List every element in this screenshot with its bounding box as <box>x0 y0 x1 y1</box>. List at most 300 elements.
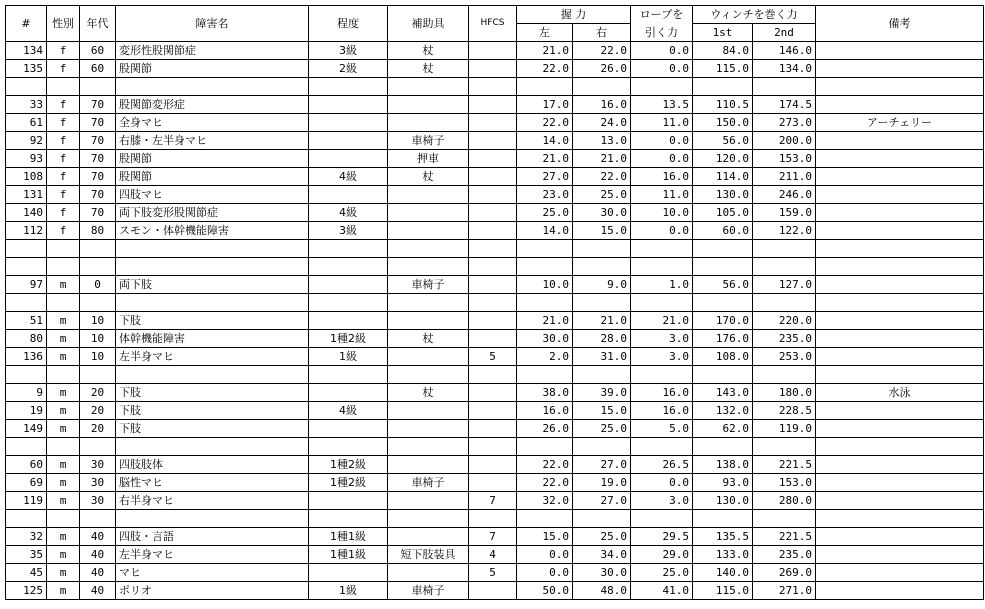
blank-row <box>6 294 984 312</box>
cell-grip-right <box>573 366 631 384</box>
cell-age: 40 <box>80 582 116 600</box>
cell-winch-2nd: 211.0 <box>753 168 816 186</box>
blank-row <box>6 258 984 276</box>
cell-num: 97 <box>6 276 47 294</box>
cell-hfcs: 7 <box>469 528 517 546</box>
cell-aid: 車椅子 <box>388 132 469 150</box>
cell-winch-1st: 105.0 <box>693 204 753 222</box>
cell-rope <box>631 240 693 258</box>
cell-grip-right: 22.0 <box>573 168 631 186</box>
table-row <box>6 348 984 366</box>
cell-num: 51 <box>6 312 47 330</box>
cell-grip-right: 25.0 <box>573 528 631 546</box>
cell-grip-left: 21.0 <box>517 312 573 330</box>
cell-remarks <box>816 258 984 276</box>
cell-remarks <box>816 222 984 240</box>
cell-grip-right <box>573 294 631 312</box>
cell-winch-1st: 114.0 <box>693 168 753 186</box>
cell-grip-left <box>517 258 573 276</box>
cell-aid <box>388 114 469 132</box>
cell-disability: 体幹機能障害 <box>116 330 309 348</box>
cell-winch-1st: 176.0 <box>693 330 753 348</box>
cell-grip-right <box>573 258 631 276</box>
table-row <box>6 132 984 150</box>
cell-winch-2nd <box>753 366 816 384</box>
cell-rope: 3.0 <box>631 348 693 366</box>
cell-hfcs <box>469 222 517 240</box>
cell-rope: 0.0 <box>631 42 693 60</box>
cell-hfcs <box>469 276 517 294</box>
cell-hfcs <box>469 150 517 168</box>
blank-row <box>6 510 984 528</box>
cell-rope <box>631 438 693 456</box>
table-row <box>6 474 984 492</box>
cell-aid: 車椅子 <box>388 582 469 600</box>
cell-grip-left <box>517 438 573 456</box>
cell-degree <box>309 438 388 456</box>
cell-rope: 0.0 <box>631 60 693 78</box>
cell-hfcs <box>469 114 517 132</box>
cell-aid <box>388 204 469 222</box>
cell-grip-right <box>573 78 631 96</box>
cell-winch-2nd: 271.0 <box>753 582 816 600</box>
cell-winch-1st: 108.0 <box>693 348 753 366</box>
cell-degree: 4級 <box>309 204 388 222</box>
cell-winch-2nd: 220.0 <box>753 312 816 330</box>
cell-winch-1st: 62.0 <box>693 420 753 438</box>
cell-degree <box>309 258 388 276</box>
cell-num <box>6 78 47 96</box>
table-row <box>6 186 984 204</box>
cell-winch-1st: 135.5 <box>693 528 753 546</box>
cell-disability: 全身マヒ <box>116 114 309 132</box>
cell-hfcs <box>469 384 517 402</box>
header-winch: ウィンチを巻く力 <box>693 6 816 24</box>
cell-remarks <box>816 420 984 438</box>
cell-disability: 股関節 <box>116 168 309 186</box>
cell-grip-left: 2.0 <box>517 348 573 366</box>
cell-winch-2nd <box>753 294 816 312</box>
cell-degree: 2級 <box>309 60 388 78</box>
cell-num: 149 <box>6 420 47 438</box>
cell-remarks <box>816 42 984 60</box>
cell-grip-left: 22.0 <box>517 60 573 78</box>
cell-remarks <box>816 438 984 456</box>
table-row <box>6 384 984 402</box>
cell-grip-right: 15.0 <box>573 222 631 240</box>
cell-hfcs: 7 <box>469 492 517 510</box>
cell-hfcs <box>469 132 517 150</box>
cell-age: 20 <box>80 402 116 420</box>
cell-hfcs <box>469 366 517 384</box>
cell-remarks <box>816 312 984 330</box>
cell-age <box>80 258 116 276</box>
cell-remarks <box>816 366 984 384</box>
cell-disability: 右膝・左半身マヒ <box>116 132 309 150</box>
cell-age <box>80 366 116 384</box>
cell-degree <box>309 276 388 294</box>
cell-grip-left: 14.0 <box>517 132 573 150</box>
cell-sex: m <box>47 384 80 402</box>
cell-remarks <box>816 78 984 96</box>
cell-grip-right: 24.0 <box>573 114 631 132</box>
cell-grip-left <box>517 78 573 96</box>
cell-aid: 杖 <box>388 384 469 402</box>
cell-num: 32 <box>6 528 47 546</box>
cell-disability: 両下肢 <box>116 276 309 294</box>
cell-winch-1st: 84.0 <box>693 42 753 60</box>
cell-age <box>80 438 116 456</box>
cell-winch-2nd: 127.0 <box>753 276 816 294</box>
cell-rope: 26.5 <box>631 456 693 474</box>
cell-degree <box>309 114 388 132</box>
cell-winch-1st <box>693 240 753 258</box>
cell-winch-2nd: 159.0 <box>753 204 816 222</box>
table-row <box>6 60 984 78</box>
cell-degree: 1種2級 <box>309 330 388 348</box>
cell-hfcs: 5 <box>469 348 517 366</box>
header-disability: 障害名 <box>116 6 309 42</box>
cell-grip-right: 34.0 <box>573 546 631 564</box>
cell-hfcs <box>469 96 517 114</box>
header-hfcs: HFCS <box>469 6 517 42</box>
cell-age: 30 <box>80 474 116 492</box>
cell-disability: 四肢肢体 <box>116 456 309 474</box>
cell-aid: 杖 <box>388 168 469 186</box>
cell-remarks <box>816 240 984 258</box>
cell-grip-left <box>517 240 573 258</box>
cell-grip-left: 14.0 <box>517 222 573 240</box>
blank-row <box>6 240 984 258</box>
cell-num: 112 <box>6 222 47 240</box>
cell-hfcs: 5 <box>469 564 517 582</box>
cell-degree <box>309 510 388 528</box>
cell-rope: 0.0 <box>631 150 693 168</box>
table-row <box>6 492 984 510</box>
cell-rope: 41.0 <box>631 582 693 600</box>
cell-grip-right <box>573 240 631 258</box>
cell-remarks <box>816 564 984 582</box>
cell-hfcs <box>469 294 517 312</box>
cell-winch-1st: 132.0 <box>693 402 753 420</box>
cell-winch-2nd: 221.5 <box>753 528 816 546</box>
cell-num: 69 <box>6 474 47 492</box>
cell-disability <box>116 366 309 384</box>
cell-rope: 29.0 <box>631 546 693 564</box>
cell-remarks <box>816 456 984 474</box>
table-row <box>6 42 984 60</box>
cell-degree: 1種1級 <box>309 546 388 564</box>
cell-num: 134 <box>6 42 47 60</box>
cell-grip-right: 28.0 <box>573 330 631 348</box>
cell-num <box>6 258 47 276</box>
cell-hfcs <box>469 78 517 96</box>
cell-winch-2nd: 235.0 <box>753 330 816 348</box>
cell-num: 136 <box>6 348 47 366</box>
cell-num <box>6 510 47 528</box>
cell-remarks <box>816 402 984 420</box>
cell-degree <box>309 240 388 258</box>
cell-winch-1st: 60.0 <box>693 222 753 240</box>
cell-sex: f <box>47 96 80 114</box>
cell-sex <box>47 240 80 258</box>
cell-disability: 下肢 <box>116 402 309 420</box>
cell-disability <box>116 78 309 96</box>
cell-degree: 1種2級 <box>309 456 388 474</box>
cell-remarks <box>816 186 984 204</box>
cell-degree <box>309 150 388 168</box>
cell-sex: f <box>47 42 80 60</box>
cell-hfcs <box>469 42 517 60</box>
cell-winch-1st: 115.0 <box>693 60 753 78</box>
cell-grip-left: 16.0 <box>517 402 573 420</box>
cell-grip-left <box>517 366 573 384</box>
cell-num: 9 <box>6 384 47 402</box>
cell-winch-2nd: 146.0 <box>753 42 816 60</box>
cell-sex <box>47 510 80 528</box>
cell-hfcs <box>469 168 517 186</box>
cell-winch-1st: 133.0 <box>693 546 753 564</box>
cell-num: 131 <box>6 186 47 204</box>
cell-grip-right: 21.0 <box>573 150 631 168</box>
cell-age: 20 <box>80 384 116 402</box>
cell-remarks <box>816 510 984 528</box>
cell-age: 40 <box>80 528 116 546</box>
cell-sex: m <box>47 402 80 420</box>
cell-grip-left: 50.0 <box>517 582 573 600</box>
table-row <box>6 150 984 168</box>
cell-grip-right: 31.0 <box>573 348 631 366</box>
cell-rope: 1.0 <box>631 276 693 294</box>
table-row <box>6 114 984 132</box>
cell-aid: 杖 <box>388 60 469 78</box>
cell-winch-2nd: 153.0 <box>753 474 816 492</box>
cell-hfcs <box>469 258 517 276</box>
cell-winch-2nd: 228.5 <box>753 402 816 420</box>
cell-winch-1st: 56.0 <box>693 276 753 294</box>
cell-hfcs <box>469 330 517 348</box>
cell-grip-right <box>573 510 631 528</box>
cell-winch-2nd: 235.0 <box>753 546 816 564</box>
cell-winch-2nd <box>753 78 816 96</box>
cell-disability: 変形性股関節症 <box>116 42 309 60</box>
cell-remarks <box>816 96 984 114</box>
cell-sex: m <box>47 456 80 474</box>
header-rope-line2: 引く力 <box>631 24 693 42</box>
cell-rope: 29.5 <box>631 528 693 546</box>
cell-grip-left: 22.0 <box>517 114 573 132</box>
cell-degree: 1級 <box>309 348 388 366</box>
cell-disability <box>116 510 309 528</box>
cell-grip-left: 25.0 <box>517 204 573 222</box>
cell-degree <box>309 564 388 582</box>
cell-aid <box>388 186 469 204</box>
cell-remarks <box>816 492 984 510</box>
cell-winch-1st <box>693 438 753 456</box>
cell-winch-2nd: 273.0 <box>753 114 816 132</box>
cell-age: 70 <box>80 96 116 114</box>
cell-winch-1st <box>693 258 753 276</box>
cell-sex: m <box>47 564 80 582</box>
cell-winch-1st: 130.0 <box>693 492 753 510</box>
cell-grip-right: 48.0 <box>573 582 631 600</box>
cell-aid: 車椅子 <box>388 474 469 492</box>
cell-disability: ポリオ <box>116 582 309 600</box>
table-header <box>6 6 984 42</box>
blank-row <box>6 78 984 96</box>
cell-disability: 股関節 <box>116 60 309 78</box>
cell-sex: m <box>47 528 80 546</box>
cell-sex: m <box>47 276 80 294</box>
header-grip: 握 力 <box>517 6 631 24</box>
cell-remarks <box>816 132 984 150</box>
cell-sex: f <box>47 222 80 240</box>
cell-winch-2nd: 174.5 <box>753 96 816 114</box>
cell-hfcs <box>469 402 517 420</box>
cell-winch-2nd: 122.0 <box>753 222 816 240</box>
cell-grip-right: 21.0 <box>573 312 631 330</box>
cell-grip-left: 0.0 <box>517 546 573 564</box>
cell-num: 19 <box>6 402 47 420</box>
cell-sex: f <box>47 60 80 78</box>
cell-disability: 右半身マヒ <box>116 492 309 510</box>
cell-num: 125 <box>6 582 47 600</box>
cell-remarks <box>816 330 984 348</box>
cell-age: 70 <box>80 150 116 168</box>
cell-hfcs <box>469 186 517 204</box>
cell-age: 70 <box>80 114 116 132</box>
cell-degree <box>309 366 388 384</box>
cell-winch-1st: 150.0 <box>693 114 753 132</box>
cell-age: 0 <box>80 276 116 294</box>
cell-winch-1st: 56.0 <box>693 132 753 150</box>
cell-num: 92 <box>6 132 47 150</box>
cell-hfcs <box>469 312 517 330</box>
cell-grip-right: 26.0 <box>573 60 631 78</box>
cell-degree: 4級 <box>309 402 388 420</box>
cell-winch-1st: 130.0 <box>693 186 753 204</box>
cell-aid: 杖 <box>388 42 469 60</box>
cell-disability <box>116 240 309 258</box>
cell-disability: 股関節変形症 <box>116 96 309 114</box>
cell-rope: 3.0 <box>631 330 693 348</box>
cell-aid: 押車 <box>388 150 469 168</box>
cell-rope: 0.0 <box>631 132 693 150</box>
cell-rope: 10.0 <box>631 204 693 222</box>
table-body <box>6 42 984 600</box>
cell-age: 40 <box>80 546 116 564</box>
cell-num: 60 <box>6 456 47 474</box>
cell-grip-right: 16.0 <box>573 96 631 114</box>
cell-degree: 3級 <box>309 42 388 60</box>
cell-grip-left <box>517 510 573 528</box>
cell-disability: 両下肢変形股関節症 <box>116 204 309 222</box>
cell-grip-right: 27.0 <box>573 492 631 510</box>
cell-rope: 0.0 <box>631 474 693 492</box>
cell-disability: 脳性マヒ <box>116 474 309 492</box>
cell-num: 33 <box>6 96 47 114</box>
cell-age: 30 <box>80 456 116 474</box>
table-row <box>6 582 984 600</box>
cell-degree: 1級 <box>309 582 388 600</box>
cell-sex <box>47 438 80 456</box>
table-row <box>6 330 984 348</box>
cell-disability: 股関節 <box>116 150 309 168</box>
cell-rope: 11.0 <box>631 186 693 204</box>
cell-rope: 11.0 <box>631 114 693 132</box>
table-row <box>6 456 984 474</box>
cell-rope <box>631 78 693 96</box>
cell-grip-left: 10.0 <box>517 276 573 294</box>
cell-num: 119 <box>6 492 47 510</box>
cell-winch-2nd <box>753 438 816 456</box>
cell-grip-left: 32.0 <box>517 492 573 510</box>
cell-winch-1st: 140.0 <box>693 564 753 582</box>
cell-hfcs <box>469 582 517 600</box>
header-winch-1st: 1st <box>693 24 753 42</box>
cell-hfcs <box>469 510 517 528</box>
cell-remarks <box>816 528 984 546</box>
cell-degree <box>309 420 388 438</box>
cell-degree <box>309 312 388 330</box>
cell-age <box>80 294 116 312</box>
table-row <box>6 312 984 330</box>
cell-grip-left: 22.0 <box>517 474 573 492</box>
cell-grip-left: 27.0 <box>517 168 573 186</box>
cell-grip-right: 19.0 <box>573 474 631 492</box>
cell-aid <box>388 366 469 384</box>
cell-winch-2nd: 253.0 <box>753 348 816 366</box>
cell-age: 10 <box>80 330 116 348</box>
cell-winch-1st <box>693 366 753 384</box>
cell-remarks <box>816 60 984 78</box>
cell-aid <box>388 78 469 96</box>
table-row <box>6 222 984 240</box>
header-aid: 補助具 <box>388 6 469 42</box>
cell-winch-2nd: 119.0 <box>753 420 816 438</box>
cell-num <box>6 438 47 456</box>
cell-degree <box>309 132 388 150</box>
header-degree: 程度 <box>309 6 388 42</box>
cell-remarks <box>816 204 984 222</box>
cell-remarks: アーチェリー <box>816 114 984 132</box>
cell-aid <box>388 528 469 546</box>
cell-winch-1st: 93.0 <box>693 474 753 492</box>
table-row <box>6 204 984 222</box>
cell-winch-2nd: 153.0 <box>753 150 816 168</box>
cell-age: 60 <box>80 60 116 78</box>
cell-aid <box>388 456 469 474</box>
cell-hfcs <box>469 474 517 492</box>
cell-sex: f <box>47 168 80 186</box>
cell-disability: スモン・体幹機能障害 <box>116 222 309 240</box>
cell-rope <box>631 258 693 276</box>
cell-sex <box>47 258 80 276</box>
cell-disability <box>116 438 309 456</box>
cell-num: 35 <box>6 546 47 564</box>
cell-age <box>80 78 116 96</box>
table-row <box>6 564 984 582</box>
cell-remarks <box>816 276 984 294</box>
cell-winch-2nd: 200.0 <box>753 132 816 150</box>
cell-sex <box>47 294 80 312</box>
cell-rope <box>631 294 693 312</box>
cell-sex: f <box>47 204 80 222</box>
cell-winch-1st: 120.0 <box>693 150 753 168</box>
cell-aid <box>388 312 469 330</box>
cell-disability: 四肢・言語 <box>116 528 309 546</box>
cell-disability <box>116 294 309 312</box>
